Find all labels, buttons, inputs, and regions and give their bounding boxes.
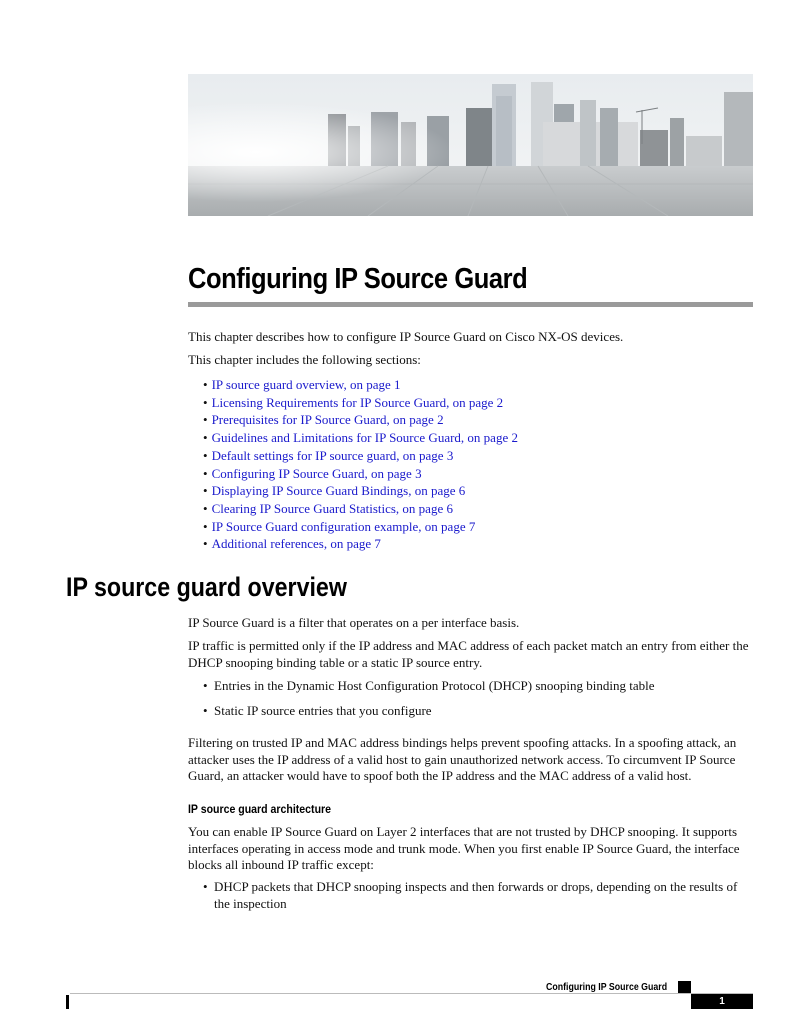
bullet-glyph: •	[203, 703, 208, 718]
bullet-glyph: •	[203, 465, 208, 481]
bullet-glyph: •	[203, 879, 208, 894]
bullet-glyph: •	[203, 536, 208, 552]
bullet-glyph: •	[203, 518, 208, 534]
toc-link[interactable]: IP source guard overview, on page 1	[211, 377, 401, 392]
architecture-bullet	[203, 879, 753, 912]
toc-item	[203, 429, 518, 447]
architecture-bullet-text: DHCP packets that DHCP snooping inspects and then forwards or drops, depending on the results of the inspection	[214, 879, 738, 911]
toc-link[interactable]: Licensing Requirements for IP Source Guard, on page 2	[211, 394, 504, 410]
bullet-glyph: •	[203, 394, 208, 410]
toc-item	[203, 394, 518, 412]
footer-marker	[678, 981, 691, 993]
bullet-glyph: •	[203, 430, 208, 446]
toc-link[interactable]: Additional references, on page 7	[211, 536, 381, 552]
title-rule	[188, 302, 753, 307]
toc-item	[203, 518, 518, 536]
intro-paragraph: This chapter describes how to configure IP Source Guard on Cisco NX-OS devices.	[188, 329, 624, 344]
toc-item	[203, 482, 518, 500]
footer-rule	[70, 993, 753, 994]
chapter-title: Configuring IP Source Guard	[188, 263, 528, 295]
toc-item	[203, 376, 518, 394]
section-link-list	[203, 376, 518, 553]
section-heading-overview: IP source guard overview	[66, 572, 347, 602]
overview-bullet-text: Entries in the Dynamic Host Configuration Protocol (DHCP) snooping binding table	[214, 678, 655, 693]
toc-link[interactable]: Clearing IP Source Guard Statistics, on page 6	[211, 500, 453, 516]
toc-link[interactable]: Configuring IP Source Guard, on page 3	[211, 465, 422, 481]
toc-link[interactable]: Guidelines and Limitations for IP Source Guard, on page 2	[211, 430, 518, 446]
toc-item	[203, 535, 518, 553]
overview-bullet	[203, 703, 432, 720]
toc-link[interactable]: Displaying IP Source Guard Bindings, on page 6	[211, 483, 466, 499]
toc-link[interactable]: Prerequisites for IP Source Guard, on page 2	[211, 412, 444, 428]
toc-link[interactable]: Default settings for IP source guard, on page 3	[211, 447, 454, 463]
toc-item	[203, 411, 518, 429]
overview-bullet	[203, 678, 655, 695]
toc-item	[203, 447, 518, 465]
header-cityscape-image	[188, 74, 753, 216]
toc-item	[203, 465, 518, 483]
page-number: 1	[691, 994, 753, 1009]
toc-item	[203, 500, 518, 518]
bullet-glyph: •	[203, 500, 208, 516]
overview-bullet-text: Static IP source entries that you configure	[214, 703, 432, 718]
architecture-paragraph: You can enable IP Source Guard on Layer 2 interfaces that are not trusted by DHCP snooping. It supports interfaces operating in access mode and trunk mode. When you first enable IP Source Guard, the interface blocks all inbound IP traffic except:	[188, 824, 740, 872]
bullet-glyph: •	[203, 412, 208, 428]
intro-sections-label: This chapter includes the following sections:	[188, 352, 421, 367]
bullet-glyph: •	[203, 678, 208, 693]
bullet-glyph: •	[203, 377, 208, 392]
overview-paragraph-2: IP traffic is permitted only if the IP address and MAC address of each packet match an entry from either the DHCP snooping binding table or a static IP source entry.	[188, 638, 749, 670]
bullet-glyph: •	[203, 447, 208, 463]
toc-link[interactable]: IP Source Guard configuration example, on page 7	[211, 518, 476, 534]
subsection-heading-architecture: IP source guard architecture	[188, 802, 332, 816]
overview-paragraph-3: Filtering on trusted IP and MAC address bindings helps prevent spoofing attacks. In a spoofing attack, an attacker uses the IP address of a valid host to gain unauthorized network access. To circumvent IP Source Guard, an attacker would have to spoof both the IP address and the MAC address of a valid host.	[188, 735, 737, 783]
footer-left-mark	[66, 995, 69, 1009]
bullet-glyph: •	[203, 483, 208, 499]
overview-paragraph-1: IP Source Guard is a filter that operates on a per interface basis.	[188, 615, 520, 630]
footer-chapter-title: Configuring IP Source Guard	[546, 982, 668, 993]
